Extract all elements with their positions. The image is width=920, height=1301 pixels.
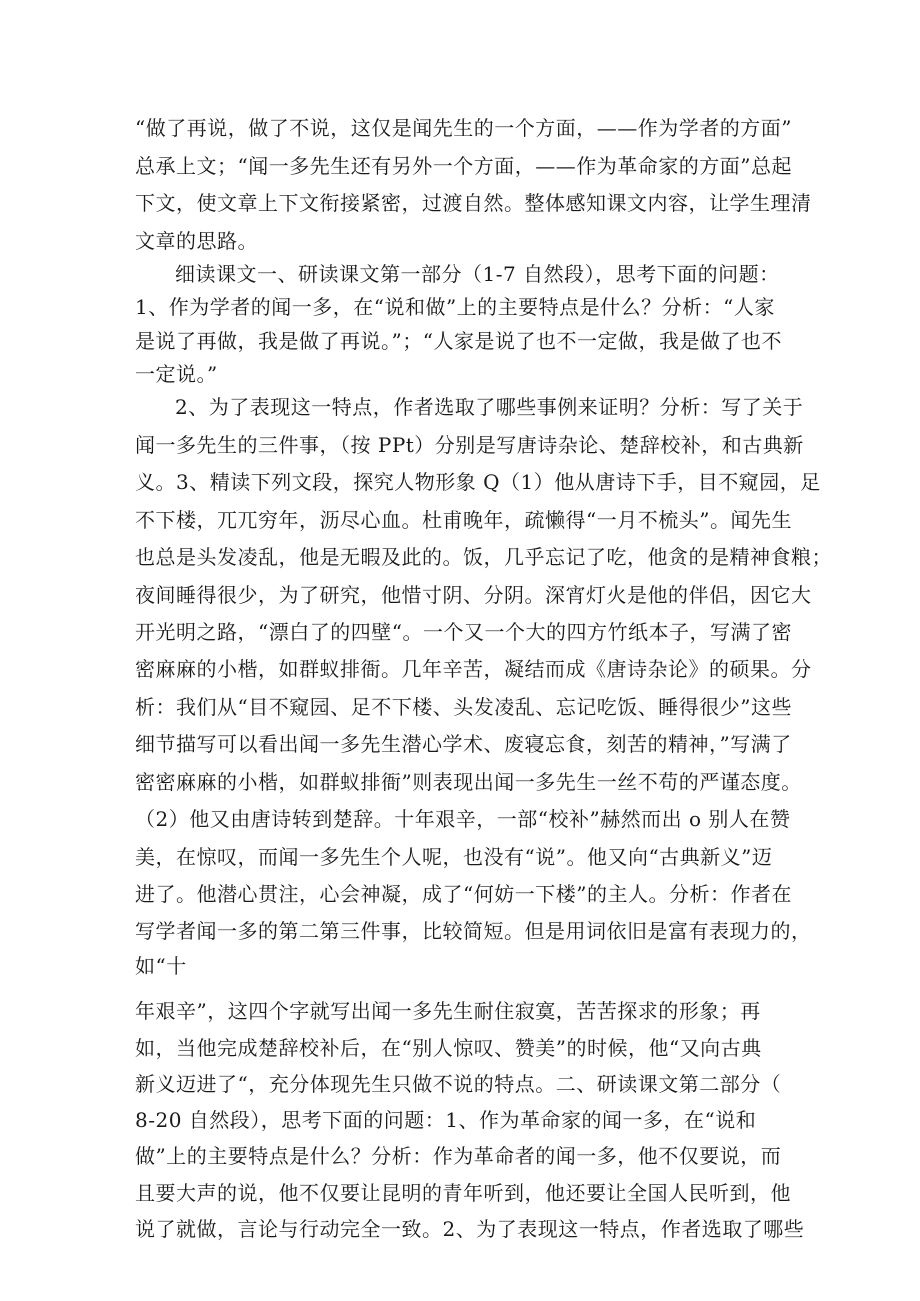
text-line: 年艰辛”，这四个字就写出闻一多先生耐住寂寞，苦苦探求的形象；再: [135, 999, 761, 1023]
text-line: 如“十: [135, 954, 187, 978]
text-line: 也总是头发凌乱，他是无暇及此的。饭，几乎忘记了吃，他贪的是精神食粮；: [135, 545, 832, 569]
text-line: 如，当他完成楚辞校补后，在“别人惊叹、赞美”的时候，他“又向古典: [135, 1036, 762, 1060]
text-line: 密密麻麻的小楷，如群蚁排衙”则表现出闻一多先生一丝不苟的严谨态度。: [135, 770, 802, 794]
text-line: 写学者闻一多的第二第三件事，比较简短。但是用词依旧是富有表现力的，: [135, 919, 812, 943]
text-line: 进了。他潜心贯注，心会神凝，成了“何妨一下楼”的主人。分析：作者在: [135, 882, 792, 906]
text-line: 新义迈进了“，充分体现先生只做不说的特点。二、研读课文第二部分（: [135, 1072, 782, 1096]
paragraph-start-line: 2、为了表现这一特点，作者选取了哪些事例来证明？分析：写了关于: [175, 395, 804, 419]
text-line: 义。3、精读下列文段，探究人物形象 Q（1）他从唐诗下手，目不窥园，足: [135, 470, 821, 494]
text-line: 8-20 自然段），思考下面的问题：1、作为革命家的闻一多，在“说和: [135, 1108, 757, 1132]
text-line: （2）他又由唐诗转到楚辞。十年艰辛，一部“校补”赫然而出 o 别人在赞: [135, 807, 791, 831]
text-line: 1、作为学者的闻一多，在“说和做”上的主要特点是什么？分析：“人家: [135, 295, 775, 319]
text-line: 不下楼，兀兀穷年，沥尽心血。杜甫晚年，疏懒得“一月不梳头”。闻先生: [135, 508, 792, 532]
text-line: 下文，使文章上下文衔接紧密，过渡自然。整体感知课文内容，让学生理清: [135, 191, 812, 215]
text-line: “做了再说，做了不说，这仅是闻先生的一个方面，——作为学者的方面”: [135, 116, 792, 140]
text-line: 密麻麻的小楷，如群蚁排衙。几年辛苦，凝结而成《唐诗杂论》的硕果。分: [135, 657, 812, 681]
text-line: 总承上文；“闻一多先生还有另外一个方面，——作为革命家的方面”总起: [135, 154, 792, 178]
text-line: 且要大声的说，他不仅要让昆明的青年听到，他还要让全国人民听到，他: [135, 1181, 791, 1205]
text-line: 一定说。”: [135, 362, 218, 386]
text-line: 闻一多先生的三件事，（按 PPt）分别是写唐诗杂论、楚辞校补，和古典新: [135, 433, 804, 457]
text-line: 析：我们从“目不窥园、足不下楼、头发凌乱、忘记吃饭、睡得很少”这些: [135, 695, 792, 719]
text-line: 开光明之路，“漂白了的四壁“。一个又一个大的四方竹纸本子，写满了密: [135, 620, 792, 644]
text-line: 说了就做，言论与行动完全一致。2、为了表现这一特点，作者选取了哪些: [135, 1217, 805, 1241]
text-line: 做”上的主要特点是什么？分析：作为革命者的闻一多，他不仅要说，而: [135, 1144, 782, 1168]
text-line: 是说了再做，我是做了再说。”；“人家是说了也不一定做，我是做了也不: [135, 329, 782, 353]
text-line: 美，在惊叹，而闻一多先生个人呢，也没有“说”。他又向“古典新义”迈: [135, 845, 773, 869]
text-line: 夜间睡得很少，为了研究，他惜寸阴、分阴。深宵灯火是他的伴侣，因它大: [135, 583, 812, 607]
paragraph-start-line: 细读课文一、研读课文第一部分（1-7 自然段），思考下面的问题：: [175, 262, 780, 286]
text-line: 细节描写可以看出闻一多先生潜心学术、废寝忘食，刻苦的精神，”写满了: [135, 732, 792, 756]
text-line: 文章的思路。: [135, 229, 258, 253]
